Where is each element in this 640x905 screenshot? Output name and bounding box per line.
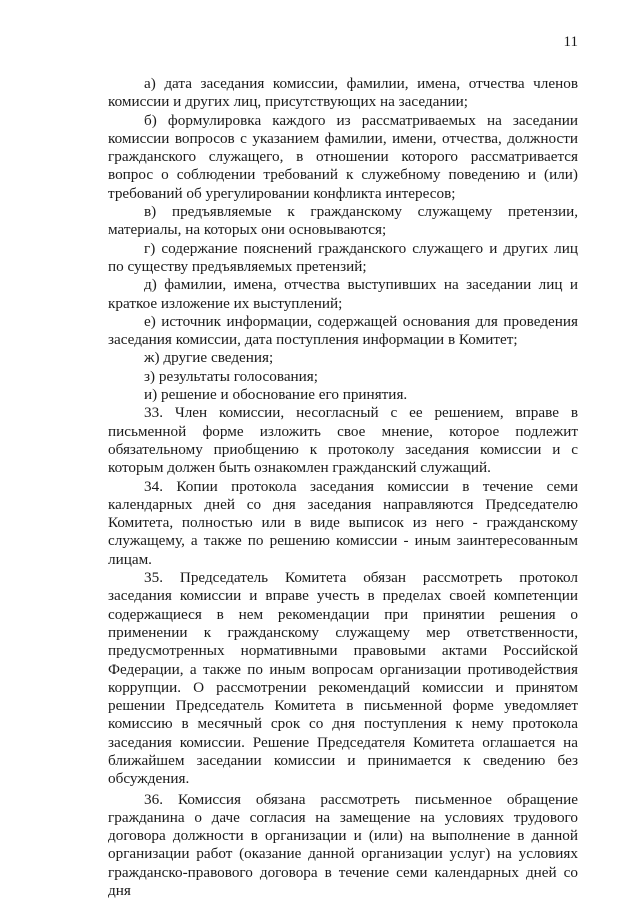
paragraph-34: 34. Копии протокола заседания комиссии в течение семи календарных дней со дня заседания направляются Председателю Комитета, полностью или в виде выписок из него - гражданскому служащему, а также по решению комиссии - иным заинтересованным лицам. (108, 477, 578, 568)
paragraph-item-g: г) содержание пояснений гражданского служащего и других лиц по существу предъявляемых претензий; (108, 239, 578, 275)
paragraph-35: 35. Председатель Комитета обязан рассмотреть протокол заседания комиссии и вправе учесть в пределах своей компетенции содержащиеся в нем рекомендации при принятии решения о применении к гражданскому служащему мер ответственности, предусмотренных нормативными правовыми актами Российской Федерации, а также по иным вопросам организации противодействия коррупции. О рассмотрении рекомендаций комиссии и принятом решении Председатель Комитета в письменной форме уведомляет комиссию в месячный срок со дня поступления к нему протокола заседания комиссии. Решение Председателя Комитета оглашается на ближайшем заседании комиссии и принимается к сведению без обсуждения. (108, 569, 578, 788)
paragraph-item-z: з) результаты голосования; (144, 367, 319, 385)
paragraph-item-e: е) источник информации, содержащей основания для проведения заседания комиссии, дата поступления информации в Комитет; (108, 312, 578, 349)
paragraph-item-zh: ж) другие сведения; (144, 349, 274, 367)
paragraph-item-v: в) предъявляемые к гражданскому служащему претензии, материалы, на которых они основываются; (108, 203, 578, 239)
paragraph-item-a: а) дата заседания комиссии, фамилии, имена, отчества членов комиссии и других лиц, присутствующих на заседании; (108, 75, 578, 111)
page-number: 11 (563, 34, 578, 50)
paragraph-item-i: и) решение и обоснование его принятия. (144, 386, 408, 404)
paragraph-36: 36. Комиссия обязана рассмотреть письменное обращение гражданина о даче согласия на замещение на условиях трудового договора должности в организации и (или) на выполнение в данной организации работ (оказание данной организации услуг) на условиях гражданско-правового договора в течение семи календарных дней со дня (108, 790, 578, 900)
paragraph-item-b: б) формулировка каждого из рассматриваемых на заседании комиссии вопросов с указанием фамилии, имени, отчества, должности гражданского служащего, в отношении которого рассматривается вопрос о соблюдении требований к служебному поведению и (или) требований об урегулировании конфликта интересов; (108, 111, 578, 202)
document-body (108, 75, 578, 900)
paragraph-item-d: д) фамилии, имена, отчества выступивших на заседании лиц и краткое изложение их выступлений; (108, 276, 578, 312)
paragraph-33: 33. Член комиссии, несогласный с ее решением, вправе в письменной форме изложить свое мнение, которое подлежит обязательному приобщению к протоколу заседания комиссии и с которым должен быть ознакомлен гражданский служащий. (108, 404, 578, 477)
